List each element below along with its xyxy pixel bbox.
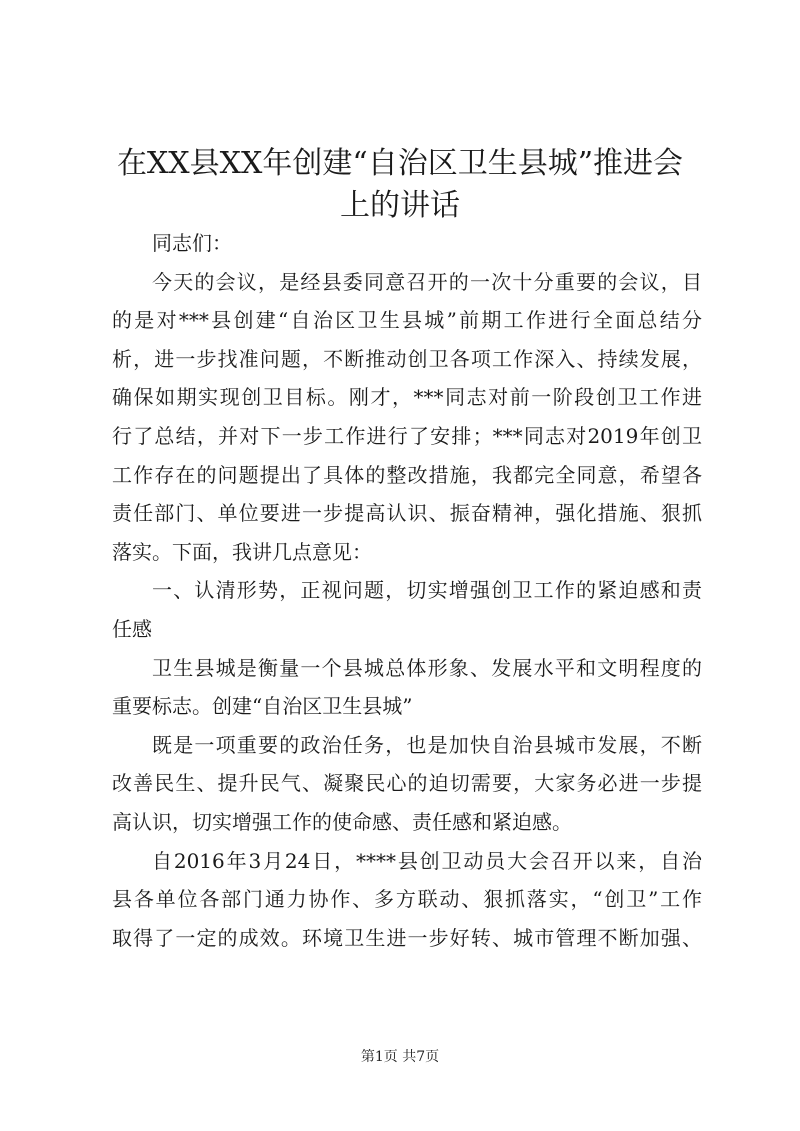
body-line: 高认识，切实增强工作的使命感、责任感和紧迫感。 — [112, 809, 572, 834]
body-line: 卫生县城是衡量一个县城总体形象、发展水平和文明程度的 — [152, 655, 702, 680]
page-footer: 第1页 共7页 — [360, 1049, 440, 1065]
section-heading: 一、认清形势，正视问题，切实增强创卫工作的紧迫感和责 — [152, 578, 702, 603]
body-line: 取得了一定的成效。环境卫生进一步好转、城市管理不断加强、 — [112, 925, 702, 950]
body-line: 责任部门、单位要进一步提高认识、振奋精神，强化措施、狠抓 — [112, 501, 702, 526]
document-body — [112, 224, 702, 957]
title-line-1: 在XX县XX年创建“自治区卫生县城”推进会 — [116, 146, 684, 181]
salutation: 同志们： — [152, 231, 232, 255]
body-line: 县各单位各部门通力协作、多方联动、狠抓落实，“创卫”工作 — [112, 887, 702, 912]
body-line: 工作存在的问题提出了具体的整改措施，我都完全同意，希望各 — [112, 462, 702, 487]
body-line: 落实。下面，我讲几点意见： — [112, 539, 372, 564]
title-line-2: 上的讲话 — [340, 188, 460, 223]
body-line: 自2016年3月24日，****县创卫动员大会召开以来，自治 — [152, 848, 702, 873]
section-heading: 任感 — [112, 616, 152, 641]
document-title — [100, 143, 700, 227]
body-line: 既是一项重要的政治任务，也是加快自治县城市发展，不断 — [152, 732, 702, 757]
body-line: 的是对***县创建“自治区卫生县城”前期工作进行全面总结分 — [112, 308, 702, 333]
body-line: 重要标志。创建“自治区卫生县城” — [112, 694, 413, 719]
body-line: 确保如期实现创卫目标。刚才，***同志对前一阶段创卫工作进 — [112, 385, 702, 410]
body-line: 改善民生、提升民气、凝聚民心的迫切需要，大家务必进一步提 — [112, 771, 702, 796]
body-line: 今天的会议，是经县委同意召开的一次十分重要的会议，目 — [152, 269, 702, 294]
body-line: 析，进一步找准问题，不断推动创卫各项工作深入、持续发展， — [112, 346, 702, 371]
body-line: 行了总结，并对下一步工作进行了安排；***同志对2019年创卫 — [112, 423, 702, 448]
